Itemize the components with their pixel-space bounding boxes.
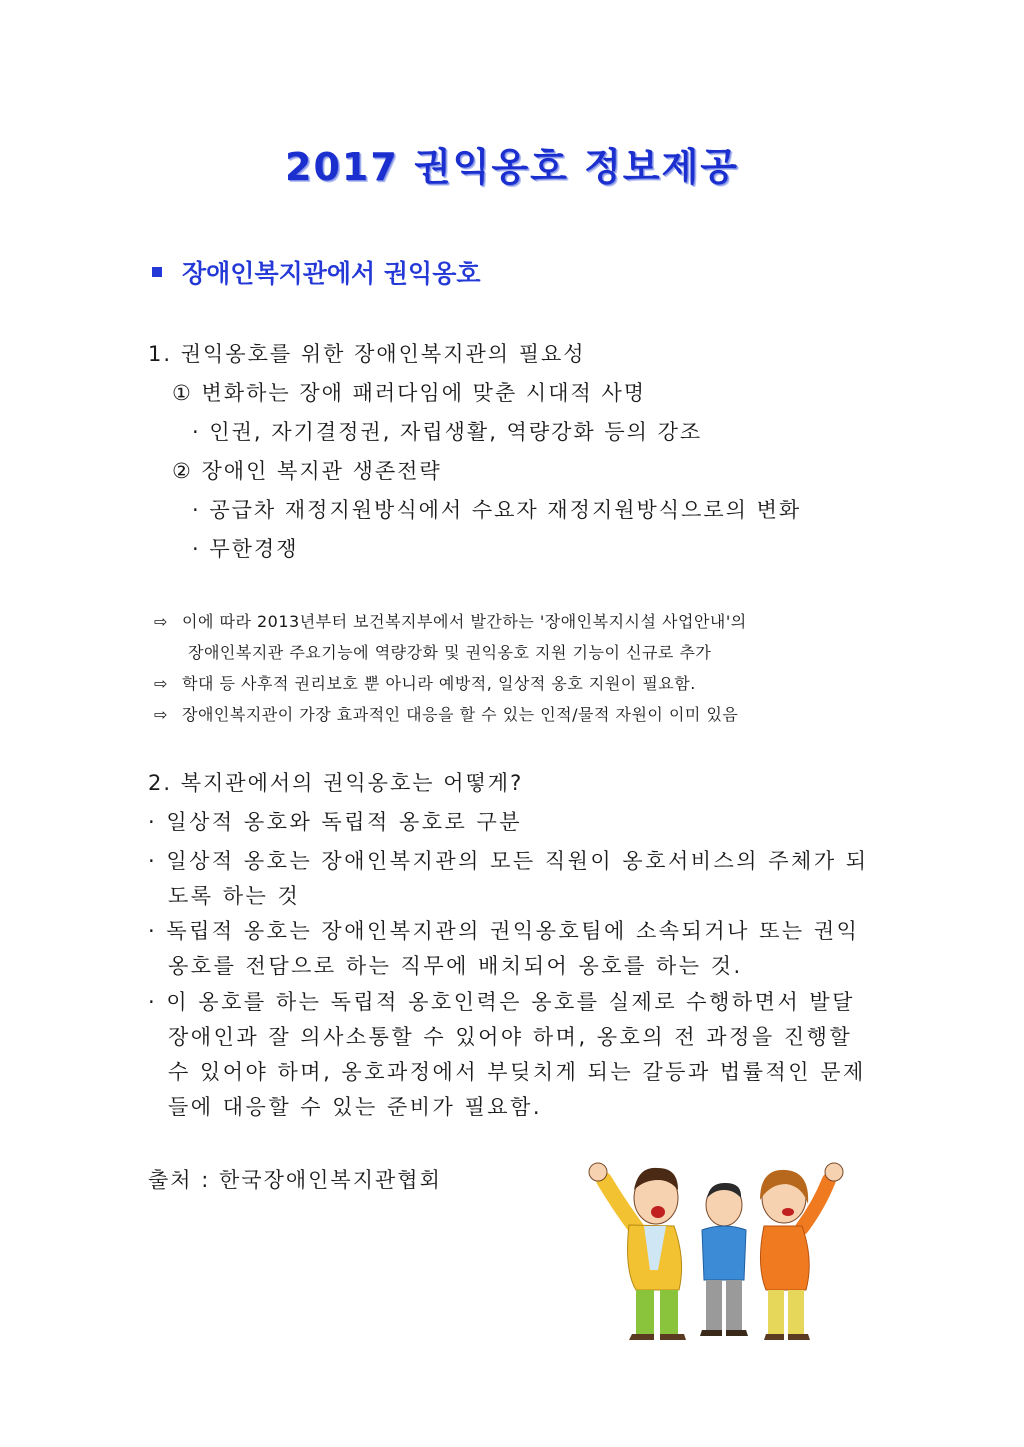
cheering-man-figure: [589, 1163, 686, 1340]
section-heading-text: 장애인복지관에서 권익옹호: [182, 259, 481, 288]
part2-bullet-4-line-4: 들에 대응할 수 있는 준비가 필요함.: [168, 1095, 543, 1119]
part1-heading: 1. 권익옹호를 위한 장애인복지관의 필요성: [148, 342, 586, 366]
part2-bullet-2-line-1: · 일상적 옹호는 장애인복지관의 모든 직원이 옹호서비스의 주체가 되: [148, 849, 869, 873]
part2-bullet-4-line-2: 장애인과 잘 의사소통할 수 있어야 하며, 옹호의 전 과정을 진행할: [168, 1025, 853, 1049]
part2-bullet-1: · 일상적 옹호와 독립적 옹호로 구분: [148, 810, 523, 834]
arrow-right-icon: ⇨: [154, 705, 168, 724]
note-2-text: 학대 등 사후적 권리보호 뿐 아니라 예방적, 일상적 옹호 지원이 필요함.: [182, 674, 696, 693]
part1-item2: ② 장애인 복지관 생존전략: [172, 459, 442, 483]
square-bullet-icon: [152, 267, 162, 277]
note-3: [154, 702, 738, 725]
page-title: 2017 권익옹호 정보제공: [285, 145, 739, 189]
part2-bullet-3-line-1: · 독립적 옹호는 장애인복지관의 권익옹호팀에 소속되거나 또는 권익: [148, 919, 860, 943]
part1-item1: ① 변화하는 장애 패러다임에 맞춘 시대적 사명: [172, 381, 647, 405]
note-3-text: 장애인복지관이 가장 효과적인 대응을 할 수 있는 인적/물적 자원이 이미 있음: [182, 705, 739, 724]
arrow-right-icon: ⇨: [154, 612, 168, 631]
cheering-woman-figure: [760, 1163, 843, 1340]
part1-item2-sub1: · 공급차 재정지원방식에서 수요자 재정지원방식으로의 변화: [192, 498, 802, 522]
note-2: [154, 671, 696, 694]
note-1-line-1: [154, 609, 747, 632]
part2-bullet-3-line-2: 옹호를 전담으로 하는 직무에 배치되어 옹호를 하는 것.: [168, 954, 743, 978]
note-1-text: 이에 따라 2013년부터 보건복지부에서 발간하는 '장애인복지시설 사업안내'의: [182, 612, 747, 631]
part1-item2-sub2: · 무한경쟁: [192, 537, 299, 561]
part2-bullet-4-line-3: 수 있어야 하며, 옹호과정에서 부딪치게 되는 갈등과 법률적인 문제: [168, 1060, 866, 1084]
part1-item1-sub: · 인권, 자기결정권, 자립생활, 역량강화 등의 강조: [192, 420, 703, 444]
source-credit: 출처 : 한국장애인복지관협회: [148, 1168, 442, 1192]
part2-bullet-4-line-1: · 이 옹호를 하는 독립적 옹호인력은 옹호를 실제로 수행하면서 발달: [148, 990, 855, 1014]
arrow-right-icon: ⇨: [154, 674, 168, 693]
note-1-line-2: 장애인복지관 주요기능에 역량강화 및 권익옹호 지원 기능이 신규로 추가: [188, 643, 712, 662]
cheering-middle-figure: [700, 1183, 748, 1336]
section-heading: [152, 254, 481, 290]
part2-heading: 2. 복지관에서의 권익옹호는 어떻게?: [148, 771, 524, 795]
cheering-people-illustration: [574, 1150, 864, 1345]
part2-bullet-2-line-2: 도록 하는 것: [168, 884, 301, 908]
